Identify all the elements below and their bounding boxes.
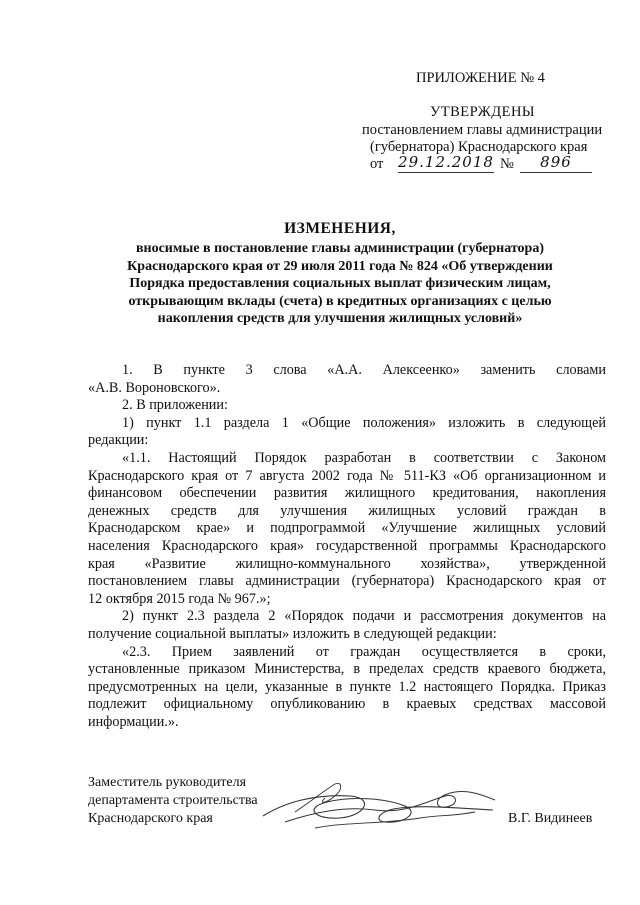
signatory-position-line: департамента строительства (88, 793, 258, 808)
body-line: 2. В приложении: (122, 397, 228, 414)
title-line: открывающим вклады (счета) в кредитных организациях с целью (128, 293, 552, 309)
date-from-label: от (370, 156, 384, 172)
body-line: получение социальной выплаты» изложить в следующей редакции: (88, 625, 497, 642)
document-title (60, 220, 620, 328)
approval-line-1: постановлением главы администрации (362, 122, 603, 138)
body-line: «А.В. Вороновского». (88, 379, 221, 396)
body-line: постановлением главы администрации (губернатора) Краснодарского края от (88, 573, 606, 590)
number-value: 896 (520, 153, 592, 173)
approved-label: УТВЕРЖДЕНЫ (430, 104, 536, 120)
body-line: 2) пункт 2.3 раздела 2 «Порядок подачи и рассмотрения документов на (122, 608, 606, 625)
body-line: подлежит официальному опубликованию в краевых средствах массовой (88, 696, 606, 713)
title-line: накопления средств для улучшения жилищных условий» (157, 311, 523, 326)
body-line: 1) пункт 1.1 раздела 1 «Общие положения» изложить в следующей (122, 414, 606, 431)
signatory-position-line: Заместитель руководителя (88, 775, 247, 790)
body-line: Краснодарского края от 7 августа 2002 года № 511-КЗ «Об организационном и (88, 467, 606, 484)
body-line: 12 октября 2015 года № 967.»; (88, 590, 271, 607)
body-line: предусмотренных на цели, указанные в пункте 1.2 настоящего Порядка. Приказ (88, 678, 606, 695)
body-line: денежных средств для улучшения жилищных условий граждан в (88, 502, 606, 519)
title-line: Порядка предоставления социальных выплат физическим лицам, (129, 276, 551, 291)
title-line: вносимые в постановление главы администрации (губернатора) (135, 241, 545, 256)
body-line: установленные приказом Министерства, в пределах средств краевого бюджета, (88, 661, 606, 678)
body-line: финансовом обеспечении развития жилищного кредитования, накопления (88, 485, 606, 502)
date-value: 29.12.2018 (398, 153, 494, 171)
body-line: информации.». (88, 713, 179, 730)
number-label: № (500, 156, 514, 172)
signatory-position-line: Краснодарского края (88, 811, 213, 826)
body-line: края «Развитие жилищно-коммунального хозяйства», утвержденной (88, 555, 606, 572)
body-line: «1.1. Настоящий Порядок разработан в соответствии с Законом (122, 449, 606, 466)
body-line: Краснодарском крае» и подпрограммой «Улучшение жилищных условий (88, 520, 606, 537)
body-line: «2.3. Прием заявлений от граждан осуществляется в сроки, (122, 643, 606, 660)
signatory-name: В.Г. Видинеев (508, 811, 593, 826)
approval-line-2: (губернатора) Краснодарского края (370, 139, 588, 155)
body-line: 1. В пункте 3 слова «А.А. Алексеенко» заменить словами (122, 362, 606, 378)
handwritten-signature (255, 772, 505, 842)
appendix-label: ПРИЛОЖЕНИЕ № 4 (416, 70, 545, 86)
document-body (88, 362, 606, 731)
title-line: Краснодарского края от 29 июля 2011 года № 824 «Об утверждении (127, 258, 553, 274)
title-main: ИЗМЕНЕНИЯ, (284, 220, 396, 237)
body-line: редакции: (88, 432, 149, 449)
body-line: населения Краснодарского края» государственной программы Краснодарского (88, 537, 606, 554)
